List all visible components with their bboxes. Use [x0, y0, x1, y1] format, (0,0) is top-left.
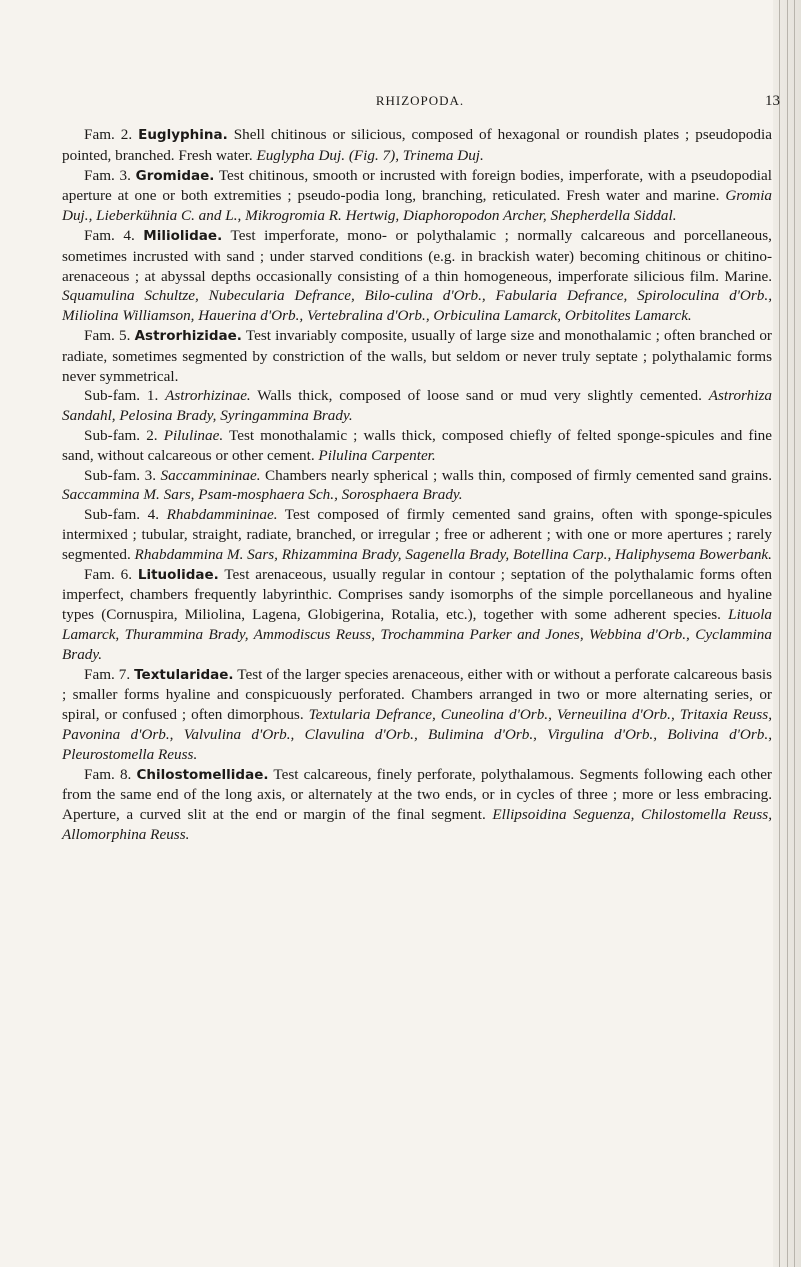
taxon-rank-label: Fam. 2. [84, 126, 139, 143]
subfamily-paragraph [62, 426, 772, 466]
taxon-description: Test imperforate, mono- or polythalamic ; normally calcareous and porcellaneous, sometimes incrusted with sand ; under starved conditions (e.g. in brackish water) becoming chitinous or chitino-arenaceous ; at abyssal depths occasionally consisting of a thin homogeneous, imperforate silicious film. Marine. [62, 226, 772, 285]
taxon-name: Saccammininae. [160, 466, 261, 484]
taxon-rank-label: Fam. 6. [84, 565, 138, 583]
taxon-rank-label: Sub-fam. 2. [84, 426, 164, 444]
genera-list: Textularia Defrance, Cuneolina d'Orb., Verneuilina d'Orb., Tritaxia Reuss, Pavonina d'Orb., Valvulina d'Orb., Clavulina d'Orb., Bulimina d'Orb., Virgulina d'Orb., Bolivina d'Orb., Pleurostomella Reuss. [62, 706, 773, 763]
family-paragraph [62, 326, 772, 386]
genera-list: Astrorhiza Sandahl, Pelosina Brady, Syringammina Brady. [62, 387, 772, 425]
genera-list: Ellipsoidina Seguenza, Chilostomella Reuss, Allomorphina Reuss. [62, 806, 772, 843]
family-paragraph [62, 665, 772, 765]
genera-list: Rhabdammina M. Sars, Rhizammina Brady, Sagenella Brady, Botellina Carp., Haliphysema Bowerbank. [134, 545, 772, 563]
family-paragraph [62, 226, 772, 326]
taxon-rank-label: Fam. 5. [84, 326, 135, 344]
taxon-description: Test monothalamic ; walls thick, composed chiefly of felted sponge-spicules and fine sand, without calcareous or other cement. [62, 426, 772, 464]
taxon-name: Gromidae. [135, 167, 215, 184]
family-paragraph [62, 565, 772, 665]
taxon-description: Test of the larger species arenaceous, either with or without a perforate calcareous basis ; smaller forms hyaline and conspicuously perforated. Chambers arranged in two or more alternating series, or spiral, or confused ; often dimorphous. [62, 665, 772, 724]
taxon-rank-label: Fam. 4. [84, 226, 144, 244]
taxon-name: Lituolidae. [137, 566, 219, 583]
taxon-rank-label: Fam. 3. [84, 166, 136, 184]
taxon-description: Test composed of firmly cemented sand grains, often with sponge-spicules intermixed ; tubular, straight, radiate, branched, or irregular ; free or adherent ; with one or more apertures ; rarely segmented. [62, 506, 772, 563]
taxon-description: Test calcareous, finely perforate, polythalamous. Segments following each other from the same end of the long axis, or alternately at the two ends, or in cycles of three ; more or less embracing. Aperture, a curved slit at the end or margin of the final segment. [62, 765, 772, 824]
taxon-name: Astrorhizinae. [165, 387, 251, 405]
family-paragraph [62, 765, 772, 845]
page-edge [773, 0, 801, 1267]
taxon-description: Shell chitinous or silicious, composed of hexagonal or roundish plates ; pseudopodia pointed, branched. Fresh water. [62, 126, 772, 164]
subfamily-paragraph [62, 386, 772, 426]
taxon-name: Chilostomellidae. [136, 766, 269, 783]
taxon-rank-label: Fam. 7. [84, 665, 135, 683]
taxon-name: Miliolidae. [143, 227, 223, 244]
taxon-name: Euglyphina. [138, 127, 228, 143]
taxon-description: Test chitinous, smooth or incrusted with foreign bodies, imperforate, with a pseudopodial aperture at one or both extremities ; pseudo-podia long, branching, reticulated. Fresh water and marine. [62, 166, 772, 205]
taxon-rank-label: Fam. 8. [84, 765, 137, 783]
edge-line [787, 0, 788, 1267]
running-header [60, 93, 780, 115]
genera-list: Lituola Lamarck, Thurammina Brady, Ammodiscus Reuss, Trochammina Parker and Jones, Webbina d'Orb., Cyclammina Brady. [62, 606, 773, 663]
taxon-description: Walls thick, composed of loose sand or mud very slightly cemented. [257, 387, 702, 405]
taxon-name: Textularidae. [134, 666, 234, 683]
subfamily-paragraph [62, 505, 772, 564]
taxon-name: Astrorhizidae. [134, 327, 242, 344]
edge-line [794, 0, 795, 1267]
text-body [62, 125, 772, 845]
taxon-description: Chambers nearly spherical ; walls thin, composed of firmly cemented sand grains. [265, 466, 772, 484]
taxon-description: Test invariably composite, usually of large size and monothalamic ; often branched or radiate, sometimes segmented by constriction of the walls, but seldom or never truly septate ; polythalamic forms never symmetrical. [62, 326, 772, 385]
genera-list: Gromia Duj., Lieberkühnia C. and L., Mikrogromia R. Hertwig, Diaphoropodon Archer, Shepherdella Siddal. [62, 187, 773, 225]
running-title: RHIZOPODA. [375, 93, 465, 108]
subfamily-paragraph [62, 466, 772, 506]
taxon-rank-label: Sub-fam. 3. [84, 466, 161, 484]
taxon-rank-label: Sub-fam. 4. [84, 506, 167, 524]
taxon-rank-label: Sub-fam. 1. [84, 387, 166, 405]
genera-list: Squamulina Schultze, Nubecularia Defrance, Bilo-culina d'Orb., Fabularia Defrance, Spiroloculina d'Orb., Miliolina Williamson, Hauerina d'Orb., Vertebralina d'Orb., Orbiculina Lamarck, Orbitolites Lamarck. [62, 287, 772, 325]
taxon-description: Test arenaceous, usually regular in contour ; septation of the polythalamic forms often imperfect, chambers frequently labyrinthic. Comprises sandy isomorphs of the simple porcellaneous and hyaline types (Cornuspira, Miliolina, Lagena, Globigerina, Rotalia, etc.), together with some adherent species. [62, 565, 772, 624]
family-paragraph [62, 166, 772, 226]
taxon-name: Rhabdammininae. [166, 506, 278, 524]
taxon-name: Pilulinae. [163, 426, 224, 444]
genera-list: Pilulina Carpenter. [318, 446, 436, 464]
genera-list: Saccammina M. Sars, Psam-mosphaera Sch., Sorosphaera Brady. [62, 486, 463, 504]
edge-line [779, 0, 780, 1267]
page-number: 13 [765, 93, 780, 109]
family-paragraph [62, 125, 772, 166]
genera-list: Euglypha Duj. (Fig. 7), Trinema Duj. [256, 146, 484, 164]
